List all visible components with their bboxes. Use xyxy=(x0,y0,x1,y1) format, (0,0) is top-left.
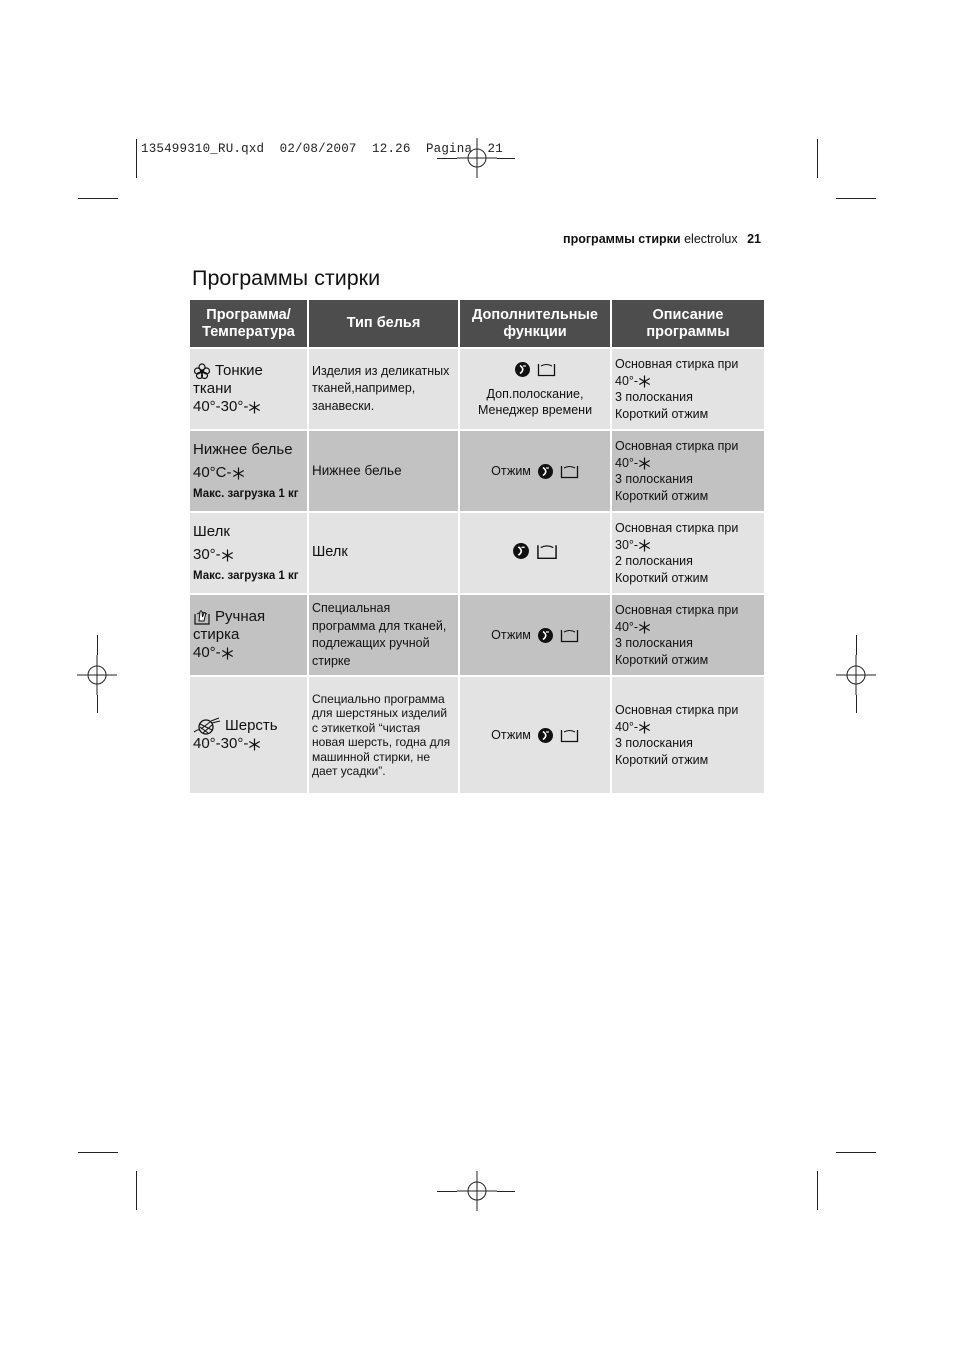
functions-prefix: Отжим xyxy=(491,464,531,478)
desc-main-wash: Основная стирка при xyxy=(615,603,739,617)
crop-mark-top-right-h xyxy=(836,198,876,199)
crop-mark-bottom-right-h xyxy=(836,1152,876,1153)
cell-functions xyxy=(459,512,611,594)
program-temperature: 30°- xyxy=(193,546,221,563)
time-manager-icon xyxy=(560,728,579,743)
cold-asterisk-icon xyxy=(221,647,234,660)
desc-main-wash: Основная стирка при xyxy=(615,703,739,717)
registration-arm-bottom-right xyxy=(497,1191,515,1192)
cold-asterisk-icon xyxy=(248,401,261,414)
cell-laundry-type xyxy=(308,348,459,430)
header-extra-functions: Дополнительные функции xyxy=(459,300,611,348)
crop-mark-bottom-left-h xyxy=(78,1152,118,1153)
laundry-type: Нижнее белье xyxy=(312,463,402,479)
desc-rinses: 3 полоскания xyxy=(615,390,693,404)
crop-mark-top-left-h xyxy=(78,198,118,199)
desc-temperature: 40°- xyxy=(615,373,639,388)
table-row xyxy=(190,348,764,430)
crop-mark-top-left-v xyxy=(136,139,137,178)
desc-spin: Короткий отжим xyxy=(615,752,709,767)
desc-temperature: 40°- xyxy=(615,719,639,734)
registration-arm-bottom-left xyxy=(437,1191,457,1192)
desc-spin: Короткий отжим xyxy=(615,406,709,421)
table-row xyxy=(190,676,764,793)
registration-mark-top-icon xyxy=(457,138,497,178)
program-temperature: 40°-30°- xyxy=(193,398,249,415)
extra-rinse-icon xyxy=(512,542,530,560)
functions-prefix: Отжим xyxy=(491,728,531,742)
program-name: Шерсть xyxy=(225,716,278,734)
registration-stem-left-top xyxy=(97,635,98,655)
desc-temperature: 30°- xyxy=(615,537,639,552)
cell-functions xyxy=(459,348,611,430)
program-name: Нижнее белье xyxy=(193,441,293,458)
cell-program xyxy=(190,348,308,430)
table-row xyxy=(190,594,764,676)
page-number: 21 xyxy=(747,232,761,246)
functions-prefix: Отжим xyxy=(491,628,531,642)
functions-note: Доп.полоскание, Менеджер времени xyxy=(477,386,593,417)
cold-asterisk-icon xyxy=(221,549,234,562)
program-temperature: 40°- xyxy=(193,644,221,662)
program-temperature: 40°C- xyxy=(193,464,232,481)
registration-stem-right-top xyxy=(856,635,857,655)
laundry-type: Специальная программа для тканей, подлежащих ручной стирке xyxy=(312,601,447,668)
header-description: Описание программы xyxy=(611,300,764,348)
delicates-flower-icon xyxy=(193,363,211,379)
program-max-load: Макс. загрузка 1 кг xyxy=(193,488,299,500)
cold-asterisk-icon xyxy=(232,467,245,480)
cell-description xyxy=(611,676,764,793)
registration-arm-top-left xyxy=(437,158,457,159)
desc-main-wash: Основная стирка при xyxy=(615,357,739,371)
cell-program xyxy=(190,430,308,512)
registration-stem-right-bottom xyxy=(856,695,857,713)
table-row xyxy=(190,430,764,512)
desc-spin: Короткий отжим xyxy=(615,570,709,585)
time-manager-icon xyxy=(560,628,579,643)
registration-mark-bottom-icon xyxy=(457,1171,497,1211)
page-title: Программы стирки xyxy=(192,266,381,290)
table-row xyxy=(190,512,764,594)
wool-yarn-icon xyxy=(193,717,221,735)
programs-table xyxy=(190,300,764,793)
program-name: Шелк xyxy=(193,523,230,540)
cell-laundry-type xyxy=(308,594,459,676)
laundry-type: Специально программа для шерстяных изделий с этикеткой “чистая новая шерсть, годна для машинной стирки, не дает усадки”. xyxy=(312,691,451,778)
cold-asterisk-icon xyxy=(638,721,651,734)
desc-spin: Короткий отжим xyxy=(615,652,709,667)
cell-description xyxy=(611,430,764,512)
registration-stem-left-bottom xyxy=(97,695,98,713)
cold-asterisk-icon xyxy=(638,457,651,470)
running-head-section: программы стирки xyxy=(563,232,681,246)
cell-description xyxy=(611,512,764,594)
cell-laundry-type xyxy=(308,512,459,594)
registration-mark-left-icon xyxy=(77,655,117,695)
extra-rinse-icon xyxy=(514,361,531,378)
cell-laundry-type xyxy=(308,430,459,512)
program-name: Тонкие ткани xyxy=(193,362,263,397)
program-max-load: Макс. загрузка 1 кг xyxy=(193,570,299,582)
cell-functions xyxy=(459,430,611,512)
desc-temperature: 40°- xyxy=(615,619,639,634)
desc-main-wash: Основная стирка при xyxy=(615,439,739,453)
time-manager-icon xyxy=(536,543,558,560)
table-header-row xyxy=(190,300,764,348)
cell-program xyxy=(190,594,308,676)
running-head-brand: electrolux xyxy=(684,232,738,246)
running-head xyxy=(563,232,761,246)
header-laundry-type: Тип белья xyxy=(308,300,459,348)
print-slug: 135499310_RU.qxd 02/08/2007 12.26 Pagina 21 xyxy=(141,142,503,156)
registration-mark-right-icon xyxy=(836,655,876,695)
laundry-type: Шелк xyxy=(312,544,348,561)
cell-functions xyxy=(459,594,611,676)
extra-rinse-icon xyxy=(537,727,554,744)
cell-program xyxy=(190,512,308,594)
desc-spin: Короткий отжим xyxy=(615,488,709,503)
time-manager-icon xyxy=(560,464,579,479)
cold-asterisk-icon xyxy=(248,738,261,751)
extra-rinse-icon xyxy=(537,627,554,644)
cell-description xyxy=(611,348,764,430)
registration-arm-top-right xyxy=(497,158,515,159)
desc-temperature: 40°- xyxy=(615,455,639,470)
time-manager-icon xyxy=(537,362,556,377)
desc-rinses: 3 полоскания xyxy=(615,736,693,750)
desc-rinses: 3 полоскания xyxy=(615,472,693,486)
desc-rinses: 2 полоскания xyxy=(615,554,693,568)
header-program: Программа/ Температура xyxy=(190,300,308,348)
program-temperature: 40°-30°- xyxy=(193,735,249,753)
crop-mark-bottom-left-v xyxy=(136,1171,137,1210)
program-name: Ручная стирка xyxy=(193,607,266,644)
cell-functions xyxy=(459,676,611,793)
desc-main-wash: Основная стирка при xyxy=(615,521,739,535)
handwash-icon xyxy=(193,608,211,626)
cell-program xyxy=(190,676,308,793)
desc-rinses: 3 полоскания xyxy=(615,636,693,650)
laundry-type: Изделия из деликатных тканей,например, занавески. xyxy=(312,363,450,413)
cold-asterisk-icon xyxy=(638,621,651,634)
cold-asterisk-icon xyxy=(638,375,651,388)
cell-laundry-type xyxy=(308,676,459,793)
crop-mark-top-right-v xyxy=(817,139,818,178)
extra-rinse-icon xyxy=(537,463,554,480)
cold-asterisk-icon xyxy=(638,539,651,552)
crop-mark-bottom-right-v xyxy=(817,1171,818,1210)
cell-description xyxy=(611,594,764,676)
